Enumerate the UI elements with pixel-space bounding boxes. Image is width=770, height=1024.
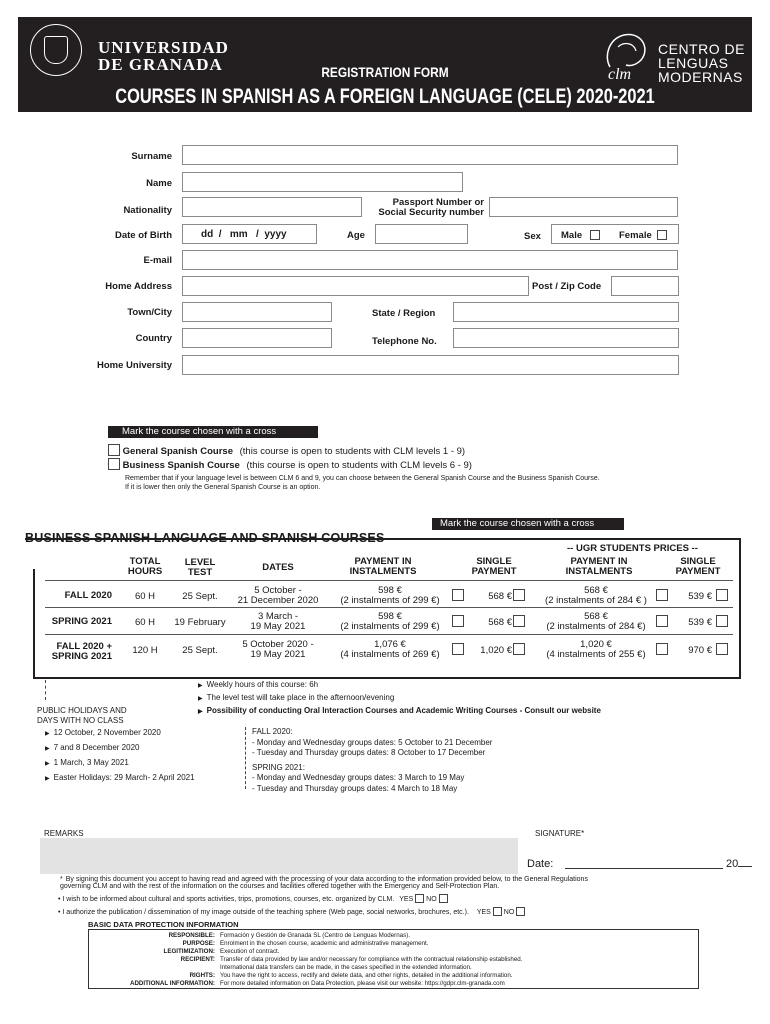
business-title-rule — [25, 538, 741, 540]
passport-label-line1: Passport Number or — [392, 197, 484, 208]
fall-title: FALL 2020: — [252, 727, 293, 736]
row-ugr-instalments: 1,020 € (4 instalments of 255 €) — [546, 639, 646, 660]
instalments-checkbox[interactable] — [452, 615, 464, 627]
schedule-divider — [245, 727, 246, 789]
name-label: Name — [146, 178, 172, 189]
state-field[interactable] — [453, 302, 679, 322]
age-label: Age — [347, 230, 365, 241]
row-dates: 3 March - 19 May 2021 — [250, 611, 306, 632]
university-name-line2: DE GRANADA — [98, 55, 223, 74]
home-address-field[interactable] — [182, 276, 529, 296]
spring-title: SPRING 2021: — [252, 762, 305, 772]
dp-key: RIGHTS: — [189, 972, 215, 979]
row-single-payment: 568 € — [488, 591, 512, 602]
holiday-item: ▶ 1 March, 3 May 2021 — [45, 758, 129, 767]
nationality-field[interactable] — [182, 197, 362, 217]
nationality-label: Nationality — [123, 205, 172, 216]
holiday-item: ▶ 12 October, 2 November 2020 — [45, 728, 161, 737]
row-term: FALL 2020 — [64, 590, 112, 601]
dp-value: Transfer of data provided by law and/or necessary for compliance with the contractual relationship established. — [220, 956, 523, 963]
row-ugr-single: 970 € — [688, 645, 712, 656]
fall-line1: - Monday and Wednesday groups dates: 5 October to 21 December — [252, 737, 493, 747]
date-line[interactable] — [565, 868, 723, 869]
email-field[interactable] — [182, 250, 678, 270]
row-instalments: 598 € (2 instalments of 299 €) — [340, 585, 440, 606]
row-single-payment: 568 € — [488, 617, 512, 628]
dp-table — [88, 929, 699, 989]
dp-key: ADDITIONAL INFORMATION: — [129, 980, 215, 987]
dp-row — [89, 932, 698, 940]
post-code-field[interactable] — [611, 276, 679, 296]
general-course-checkbox[interactable] — [108, 444, 120, 456]
surname-field[interactable] — [182, 145, 678, 165]
header-single-payment: SINGLE PAYMENT — [471, 556, 517, 577]
note-level-test: ▶ The level test will take place in the afternoon/evening — [198, 693, 395, 702]
row-dates: 5 October - 21 December 2020 — [237, 585, 319, 606]
dp-value: Enrolment in the chosen course, academic and administrative management. — [220, 940, 429, 947]
publish-option: • I authorize the publication / dissemination of my image outside of the teaching sphere (Web page, social networks, brochures, etc.). YES NO — [58, 907, 525, 916]
remarks-field[interactable] — [40, 838, 518, 874]
header-ugr-instalments: PAYMENT IN INSTALMENTS — [565, 556, 633, 577]
row-ugr-instalments: 568 € (2 instalments of 284 €) — [546, 611, 646, 632]
table-right-border — [739, 538, 741, 678]
holidays-list — [45, 726, 195, 786]
remarks-label: REMARKS — [44, 829, 84, 838]
centre-name-line2: LENGUAS — [658, 55, 729, 71]
row-term: FALL 2020 + SPRING 2021 — [51, 641, 112, 662]
header-level-test: LEVEL TEST — [184, 557, 216, 578]
spring-line2: - Tuesday and Thursday groups dates: 4 March to 18 May — [252, 783, 458, 793]
business-course-desc: (this course is open to students with CLM levels 6 - 9) — [246, 460, 472, 471]
inform-yes-checkbox[interactable] — [415, 894, 424, 903]
inform-no-checkbox[interactable] — [439, 894, 448, 903]
surname-label: Surname — [131, 151, 172, 162]
holidays-divider — [45, 680, 46, 700]
email-label: E-mail — [143, 255, 172, 266]
female-checkbox[interactable] — [657, 230, 667, 240]
town-field[interactable] — [182, 302, 332, 322]
business-course-name: Business Spanish Course — [122, 460, 240, 471]
centre-name-line1: CENTRO DE — [658, 41, 745, 57]
table-header-rule — [45, 580, 733, 581]
level-note-line1: Remember that if your language level is between CLM 6 and 9, you can choose between the General Spanish Course and the Business Spanish Course. — [125, 475, 600, 482]
passport-label — [362, 198, 484, 218]
dp-key: PURPOSE: — [182, 940, 215, 947]
course-choice-banner: Mark the course chosen with a cross — [108, 426, 318, 438]
clm-logo — [598, 27, 654, 83]
table-row-rule — [45, 634, 733, 635]
centre-name-line3: MODERNAS — [658, 69, 743, 85]
holiday-item: ▶ Easter Holidays: 29 March- 2 April 2021 — [45, 773, 195, 782]
level-note-line2: If it is lower then only the General Spanish Course is an option. — [125, 484, 321, 491]
row-ugr-single: 539 € — [688, 591, 712, 602]
university-name-line1: UNIVERSIDAD — [98, 38, 229, 57]
dp-value: Formación y Gestión de Granada SL (Centro de Lenguas Modernas). — [220, 932, 410, 939]
dp-row — [89, 980, 698, 988]
row-hours: 60 H — [134, 591, 156, 602]
level-note — [125, 474, 600, 492]
dp-title: BASIC DATA PROTECTION INFORMATION — [88, 920, 239, 929]
passport-field[interactable] — [489, 197, 678, 217]
course-title: COURSES IN SPANISH AS A FOREIGN LANGUAGE (CELE) 2020-2021 — [115, 85, 655, 108]
holiday-item: ▶ 7 and 8 December 2020 — [45, 743, 140, 752]
fall-line2: - Tuesday and Thursday groups dates: 8 October to 17 December — [252, 748, 486, 757]
dp-value: International data transfers can be made, in the cases specified in the extended information. — [220, 964, 472, 971]
male-checkbox[interactable] — [590, 230, 600, 240]
dp-value: For more detailed information on Data Protection, please visit our website: https://gdpr.clm-granada.com — [220, 980, 505, 987]
dp-row — [89, 956, 698, 964]
home-university-field[interactable] — [182, 355, 679, 375]
dp-value: You have the right to access, rectify and delete data, and other rights, detailed in the additional information. — [220, 972, 513, 979]
post-code-label: Post / Zip Code — [532, 281, 602, 292]
row-dates: 5 October 2020 - 19 May 2021 — [242, 639, 314, 660]
header-total-hours: TOTAL HOURS — [127, 556, 163, 577]
row-instalments: 1,076 € (4 instalments of 269 €) — [340, 639, 440, 660]
form-title: REGISTRATION FORM — [321, 64, 449, 80]
passport-label-line2: Social Security number — [378, 207, 484, 218]
row-ugr-single: 539 € — [688, 617, 712, 628]
table-left-border — [33, 569, 35, 679]
dob-field[interactable]: dd / mm / yyyy — [182, 224, 317, 244]
single-payment-checkbox[interactable] — [513, 615, 525, 627]
page-header — [18, 17, 752, 112]
table-row-rule — [45, 607, 733, 608]
general-course-name: General Spanish Course — [122, 446, 233, 457]
ugr-instalments-checkbox[interactable] — [656, 615, 668, 627]
telephone-label: Telephone No. — [372, 336, 437, 347]
spring-line1: - Monday and Wednesday groups dates: 3 March to 19 May — [252, 773, 465, 782]
home-address-label: Home Address — [105, 281, 172, 292]
course-notes — [198, 679, 601, 718]
publish-yes-checkbox[interactable] — [493, 907, 502, 916]
town-label: Town/City — [127, 307, 172, 318]
ugr-single-checkbox[interactable] — [716, 643, 728, 655]
state-label: State / Region — [372, 308, 436, 319]
single-payment-checkbox[interactable] — [513, 589, 525, 601]
instalments-checkbox[interactable] — [452, 643, 464, 655]
name-field[interactable] — [182, 172, 463, 192]
business-course-option — [108, 458, 472, 471]
row-instalments: 598 € (2 instalments of 299 €) — [340, 611, 440, 632]
sex-label: Sex — [524, 231, 541, 242]
single-payment-checkbox[interactable] — [513, 643, 525, 655]
dp-row — [89, 948, 698, 956]
dob-label: Date of Birth — [115, 230, 172, 241]
dp-row — [89, 972, 698, 980]
dp-key: RESPONSIBLE: — [168, 932, 215, 939]
holidays-title: PUBLIC HOLIDAYS AND DAYS WITH NO CLASS — [37, 706, 127, 725]
row-single-payment: 1,020 € — [480, 645, 512, 656]
instalments-checkbox[interactable] — [452, 589, 464, 601]
consent-text: * By signing this document you accept to having read and agreed with the processing of your data according to the information provided below, to the General Regulations governing CLM and with the rest of the information on the courses and facilities offered together with the Emergency and Self-Protection Plan. — [60, 876, 588, 890]
home-university-label: Home University — [97, 360, 172, 371]
signature-label: SIGNATURE* — [535, 829, 585, 838]
dp-key: LEGITIMIZATION: — [163, 948, 215, 955]
general-course-desc: (this course is open to students with CLM levels 1 - 9) — [239, 446, 466, 457]
country-label: Country — [135, 333, 172, 344]
row-ugr-instalments: 568 € (2 instalments of 284 € ) — [545, 585, 647, 606]
general-course-option — [108, 444, 465, 457]
ugr-single-checkbox[interactable] — [716, 615, 728, 627]
ugr-instalments-checkbox[interactable] — [656, 589, 668, 601]
inform-option: • I wish to be informed about cultural and sports activities, trips, promotions, courses, etc. organized by CLM. YES NO — [58, 894, 448, 903]
ugr-single-checkbox[interactable] — [716, 589, 728, 601]
date-label: Date: — [527, 858, 554, 870]
dp-key: RECIPIENT: — [180, 956, 215, 963]
telephone-field[interactable] — [453, 328, 679, 348]
centre-name — [658, 42, 745, 84]
schedule-notes — [252, 727, 492, 794]
row-level-test: 25 Sept. — [182, 591, 218, 602]
dp-row — [89, 940, 698, 948]
dp-value: Execution of contract. — [220, 948, 280, 955]
note-weekly: ▶ Weekly hours of this course: 6h — [198, 680, 319, 689]
business-banner: Mark the course chosen with a cross — [432, 518, 624, 530]
female-label: Female — [619, 230, 652, 241]
row-term: SPRING 2021 — [51, 616, 112, 627]
header-instalments: PAYMENT IN INSTALMENTS — [349, 556, 417, 577]
note-possibility: ▶ Possibility of conducting Oral Interaction Courses and Academic Writing Courses - Consult our website — [198, 706, 601, 715]
country-field[interactable] — [182, 328, 332, 348]
date-year: 20 — [726, 858, 752, 870]
business-course-checkbox[interactable] — [108, 458, 120, 470]
publish-no-checkbox[interactable] — [516, 907, 525, 916]
ugr-prices-label: -- UGR STUDENTS PRICES -- — [567, 543, 698, 554]
header-ugr-single: SINGLE PAYMENT — [675, 556, 721, 577]
dp-key — [89, 964, 220, 972]
row-level-test: 25 Sept. — [182, 645, 218, 656]
row-hours: 120 H — [132, 645, 158, 656]
age-field[interactable] — [375, 224, 468, 244]
clm-logo-text: clm — [608, 66, 632, 83]
ugr-instalments-checkbox[interactable] — [656, 643, 668, 655]
row-level-test: 19 February — [174, 617, 226, 628]
male-label: Male — [561, 230, 583, 241]
row-hours: 60 H — [134, 617, 156, 628]
header-dates: DATES — [262, 562, 294, 573]
dp-row — [89, 964, 698, 972]
